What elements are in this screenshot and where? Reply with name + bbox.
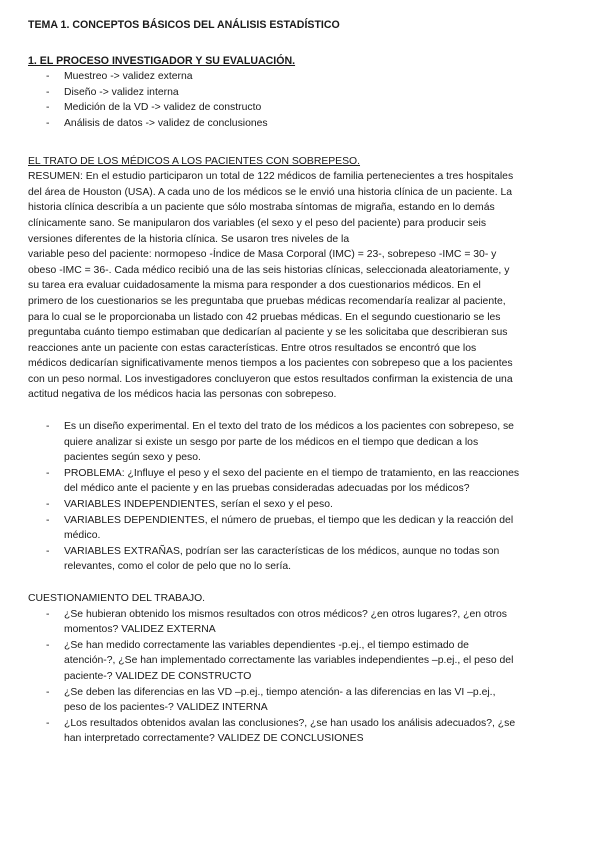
analysis-item [28,544,574,575]
cuestionamiento-item [28,638,574,685]
item-line: momentos? VALIDEZ EXTERNA [64,624,216,636]
cuestionamiento-item [28,716,574,747]
item-line: - VARIABLES INDEPENDIENTES, serían el sexo y el peso. [64,499,333,511]
resumen-line: obeso -IMC = 36-. Cada médico recibió una de las seis historias clínicas, seleccionada aleatoriamente, y [28,264,510,276]
list-item: - Muestreo -> validez externa [28,69,574,85]
item-line: - ¿Se hubieran obtenido los mismos resultados con otros médicos? ¿en otros lugares?, ¿en otros [64,608,507,620]
analysis-item [28,497,574,513]
resumen-line: clínicamente sano. Se manipularon dos variables (el sexo y el peso del paciente) para producir seis [28,217,487,229]
item-line: - VARIABLES DEPENDIENTES, el número de pruebas, el tiempo que les dedican y la reacción del [64,514,514,526]
item-line: atención-?, ¿Se han implementado correctamente las variables independientes –p.ej., el peso del [64,655,514,667]
item-line: - ¿Los resultados obtenidos avalan las conclusiones?, ¿se han usado los análisis adecuados?, ¿se [64,717,516,729]
section-title-cuestionamiento: CUESTIONAMIENTO DEL TRABAJO. [28,593,206,604]
resumen-line: reacciones ante un paciente con estas características. Entre otros resultados se encontró que los [28,342,477,354]
cuestionamiento-list [28,607,574,747]
analysis-list [28,419,574,575]
list-item: - Medición de la VD -> validez de constructo [28,100,574,116]
resumen-line: con un peso normal. Los investigadores concluyeron que estos resultados confirman la existencia de una [28,373,513,385]
resumen-line: del área de Houston (USA). A cada uno de los médicos se le envió una historia clínica de un paciente. La [28,186,513,198]
item-line: - Es un diseño experimental. En el texto del trato de los médicos a los pacientes con sobrepeso, se [64,421,514,433]
resumen-line: médicos dedicarían significativamente menos tiempos a los pacientes con sobrepeso que a los pacientes [28,358,513,370]
cuestionamiento-item [28,685,574,716]
resumen-line: primero de los cuestionarios se les preguntaba que pruebas médicas recomendaría realizar al paciente, [28,295,506,307]
item-line: - PROBLEMA: ¿Influye el peso y el sexo del paciente en el tiempo de tratamiento, en las reacciones [64,467,520,479]
analysis-item [28,466,574,497]
list-item: - Análisis de datos -> validez de conclusiones [28,116,574,132]
resumen-line: versiones diferentes de la historia clínica. Se usaron tres niveles de la [28,233,350,245]
resumen-line: preguntaba cuánto tiempo estimaban que dedicarían al paciente y se les solicitaba que describieran sus [28,327,508,339]
item-line: relevantes, como el color de pelo que no lo sería. [64,561,291,573]
validity-list [28,69,574,131]
cuestionamiento-item [28,607,574,638]
item-line: han interpretado correctamente? VALIDEZ DE CONCLUSIONES [64,733,364,745]
section-title-trato: EL TRATO DE LOS MÉDICOS A LOS PACIENTES CON SOBREPESO. [28,155,361,167]
document-title: TEMA 1. CONCEPTOS BÁSICOS DEL ANÁLISIS ESTADÍSTICO [28,19,340,31]
resumen-line: RESUMEN: En el estudio participaron un total de 122 médicos de familia pertenecientes a tres hospitales [28,171,514,183]
item-line: - VARIABLES EXTRAÑAS, podrían ser las características de los médicos, aunque no todas son [64,545,500,557]
item-line: peso de los pacientes-? VALIDEZ INTERNA [64,702,268,714]
section-title-proceso: 1. EL PROCESO INVESTIGADOR Y SU EVALUACIÓN. [28,54,296,67]
analysis-item [28,513,574,544]
item-line: - ¿Se deben las diferencias en las VD –p.ej., tiempo atención- a las diferencias en las VI –p.ej., [64,686,496,698]
item-line: pacientes según sexo y peso. [64,452,201,464]
item-line: paciente-? VALIDEZ DE CONSTRUCTO [64,670,252,682]
resumen-line: para lo cual se le proporcionaba un listado con 42 pruebas médicas. En el segundo cuestionario se les [28,311,501,323]
list-item: - Diseño -> validez interna [28,85,574,101]
resumen-line: su tarea era evaluar cuidadosamente la misma para responder a dos cuestionarios médicos. En el [28,280,481,292]
resumen-paragraph [28,169,574,403]
item-line: - ¿Se han medido correctamente las variables dependientes -p.ej., el tiempo estimado de [64,639,469,651]
analysis-item [28,419,574,466]
resumen-line: variable peso del paciente: normopeso -Índice de Masa Corporal (IMC) = 23-, sobrepeso -IMC = 30- y [28,249,497,261]
resumen-line: actitud negativa de los médicos hacia las personas con sobrepeso. [28,389,337,401]
item-line: médico. [64,530,101,542]
resumen-line: historia clínica describía a un paciente que sólo mostraba síntomas de migraña, estando en lo demás [28,202,495,214]
item-line: quiere analizar si existe un sesgo por parte de los médicos en el tiempo que dedican a los [64,436,479,448]
item-line: del médico ante el paciente y en las pruebas consideradas adecuadas por los médicos? [64,483,470,495]
